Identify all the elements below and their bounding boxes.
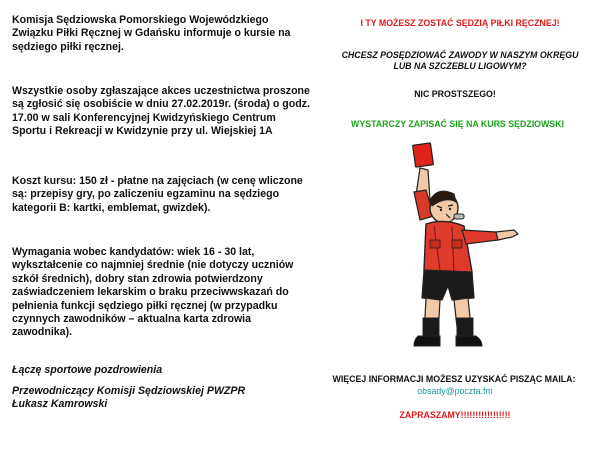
- closing-text: ZAPRASZAMY!!!!!!!!!!!!!!!!!: [399, 410, 511, 420]
- pointing-arm: [462, 230, 518, 244]
- invite-paragraph: Wszystkie osoby zgłaszające akces uczestnictwa proszone są zgłosić się osobiście w dniu 27.02.2019r. (środa) o godz. 17.00 w sali Konferencyjnej Kwidzyńskiego Centrum Sportu i Rekreacji w Kwidzynie przy ul. Wiejskiej 1A: [12, 85, 310, 138]
- simple-text: NIC PROSTSZEGO!: [414, 89, 496, 99]
- signature: [12, 385, 312, 412]
- signature-title: Przewodniczący Komisji Sędziowskiej PWZPR: [12, 385, 246, 397]
- email-link[interactable]: obsady@poczta.fm: [417, 386, 493, 396]
- more-info-text: WIĘCEJ INFORMACJI MOŻESZ UZYSKAĆ PISZĄC MAILA:: [332, 374, 576, 384]
- referee-legs: [423, 298, 473, 336]
- cost-paragraph: Koszt kursu: 150 zł - płatne na zajęciach (w cenę wliczone są: przepisy gry, po zaliczeniu egzaminu na sędziego kategorii B: kartki, emblemat, gwizdek).: [12, 175, 303, 214]
- question-line-1: CHCESZ POSĘDZIOWAĆ ZAWODY W NASZYM OKRĘGU: [341, 50, 579, 60]
- intro-paragraph: Komisja Sędziowska Pomorskiego Wojewódzkiego Związku Piłki Ręcznej w Gdańsku informuje o kursie na sędziego piłki ręcznej.: [12, 14, 291, 53]
- referee-illustration: [368, 140, 528, 360]
- signup-text: WYSTARCZY ZAPISAĆ SIĘ NA KURS SĘDZIOWSKI: [351, 119, 564, 129]
- red-card-icon: [413, 143, 434, 167]
- signature-name: Łukasz Kamrowski: [12, 398, 108, 411]
- referee-shorts: [422, 270, 474, 300]
- question: [322, 50, 598, 72]
- headline: I TY MOŻESZ ZOSTAĆ SĘDZIĄ PIŁKI RĘCZNEJ!: [360, 18, 560, 28]
- requirements-paragraph: Wymagania wobec kandydatów: wiek 16 - 30 lat, wykształcenie co najmniej średnie (nie dotyczy uczniów szkół średnich), dobry stan zdrowia potwierdzony zaświadczeniem lekarskim o braku przeciwwskazań do pełnienia funkcji sędziego piłki ręcznej (w przypadku czynnych zawodników – aktualna karta zdrowia zawodnika).: [12, 246, 294, 339]
- question-line-2: LUB NA SZCZEBLU LIGOWYM?: [393, 61, 527, 71]
- greeting: Łączę sportowe pozdrowienia: [12, 364, 163, 376]
- referee-shoes: [414, 336, 482, 346]
